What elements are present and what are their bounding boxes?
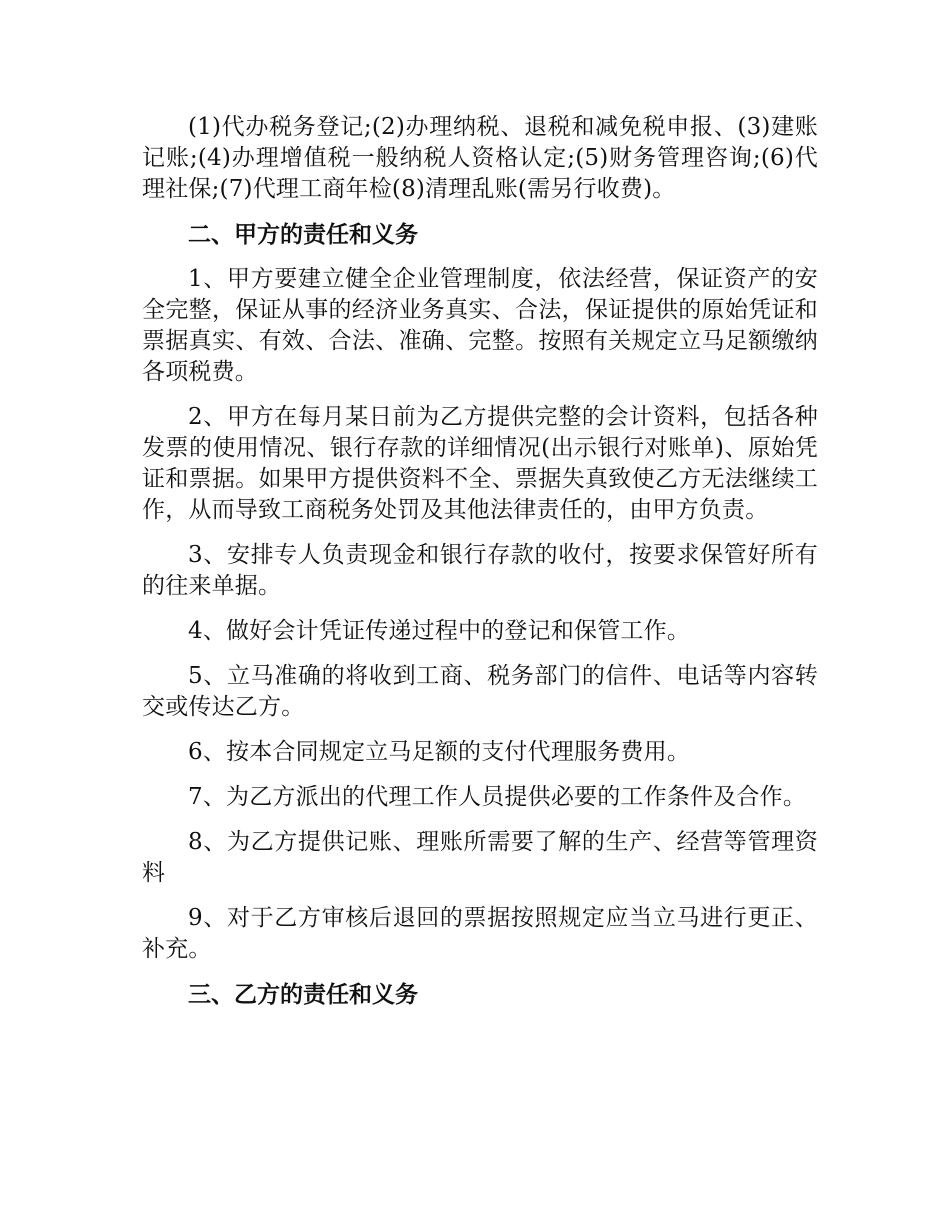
intro-paragraph: (1)代办税务登记;(2)办理纳税、退税和减免税申报、(3)建账记账;(4)办理增值税一般纳税人资格认定;(5)财务管理咨询;(6)代理社保;(7)代理工商年检(8)清理乱账(需另行收费)。: [142, 114, 818, 202]
party-a-clause-3: 3、安排专人负责现金和银行存款的收付，按要求保管好所有的往来单据。: [142, 542, 818, 599]
document-body: [142, 112, 818, 1024]
party-a-clause-6: 6、按本合同规定立马足额的支付代理服务费用。: [188, 739, 691, 765]
party-a-clause-4: 4、做好会计凭证传递过程中的登记和保管工作。: [188, 618, 691, 644]
party-a-clause-5: 5、立马准确的将收到工商、税务部门的信件、电话等内容转交或传达乙方。: [142, 663, 818, 720]
section-heading-party-b: 三、乙方的责任和义务: [188, 981, 418, 1008]
party-a-clause-7: 7、为乙方派出的代理工作人员提供必要的工作条件及合作。: [188, 784, 807, 810]
section-heading-party-a: 二、甲方的责任和义务: [188, 221, 418, 248]
party-a-clause-1: 1、甲方要建立健全企业管理制度，依法经营，保证资产的安全完整，保证从事的经济业务真实、合法，保证提供的原始凭证和票据真实、有效、合法、准确、完整。按照有关规定立马足额缴纳各项税费。: [142, 266, 818, 385]
party-a-clause-2: 2、甲方在每月某日前为乙方提供完整的会计资料，包括各种发票的使用情况、银行存款的详细情况(出示银行对账单)、原始凭证和票据。如果甲方提供资料不全、票据失真致使乙方无法继续工作，从而导致工商税务处罚及其他法律责任的，由甲方负责。: [142, 404, 818, 523]
party-a-clause-8: 8、为乙方提供记账、理账所需要了解的生产、经营等管理资料: [142, 829, 818, 886]
party-a-clause-9: 9、对于乙方审核后退回的票据按照规定应当立马进行更正、补充。: [142, 905, 818, 962]
